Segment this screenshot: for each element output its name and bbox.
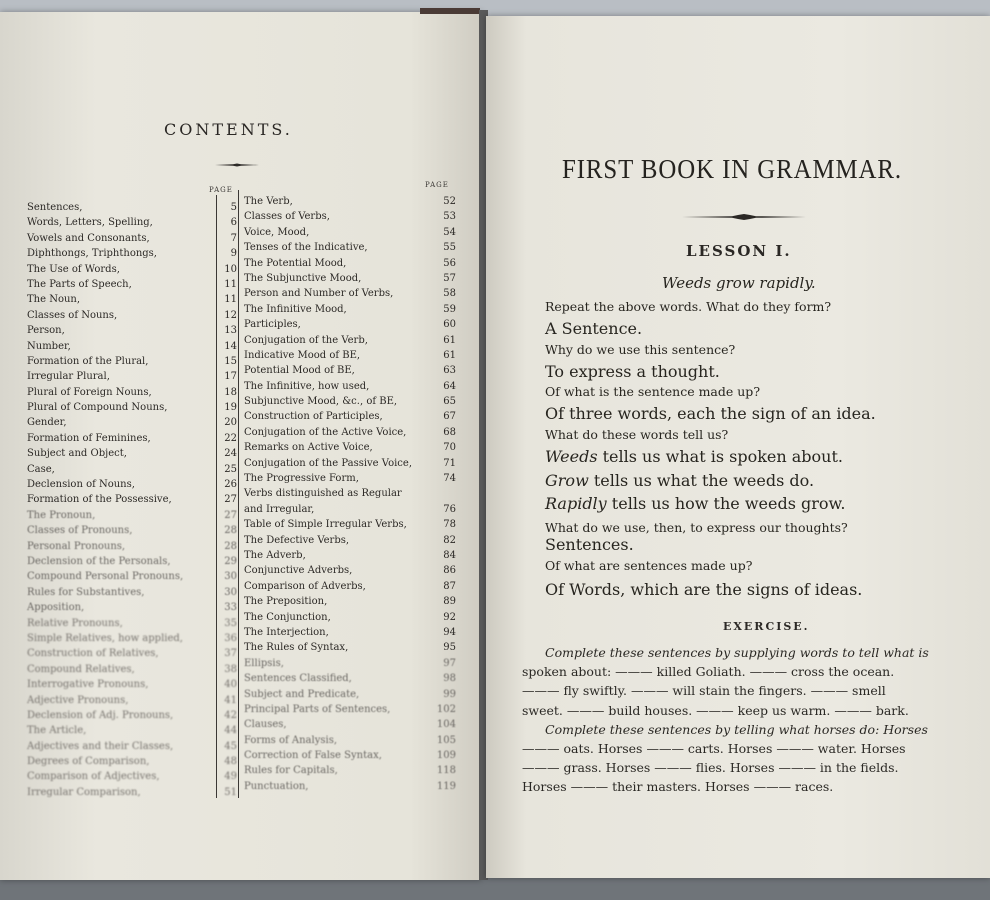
toc-entry-page: 25 — [224, 463, 237, 475]
toc-entry — [27, 508, 237, 523]
toc-entry-label: The Conjunction, — [244, 611, 331, 623]
lesson-answer — [545, 471, 814, 490]
toc-entry — [244, 440, 456, 455]
toc-entry-page: 30 — [224, 586, 237, 598]
toc-entry — [244, 779, 456, 794]
answer-emphasis: Grow — [545, 471, 589, 490]
toc-entry — [27, 215, 237, 230]
toc-entry — [27, 415, 237, 430]
toc-entry-label: The Noun, — [27, 294, 81, 306]
ornament-divider-icon — [682, 212, 806, 222]
toc-entry-label: The Potential Mood, — [244, 257, 347, 269]
toc-entry-label: Participles, — [244, 319, 301, 331]
toc-entry — [244, 748, 456, 763]
toc-entry-label: Plural of Compound Nouns, — [27, 402, 168, 414]
toc-entry-label: Forms of Analysis, — [244, 734, 337, 746]
toc-entry-page: 26 — [224, 479, 237, 491]
example-sentence: Weeds grow rapidly. — [662, 274, 816, 292]
lesson-question — [545, 299, 831, 314]
toc-entry — [27, 200, 237, 215]
toc-entry-label: Remarks on Active Voice, — [244, 442, 373, 454]
toc-entry-label: Vowels and Consonants, — [27, 232, 150, 244]
toc-entry-label: Clauses, — [244, 719, 287, 731]
line-text: Of what is the sentence made up? — [545, 384, 761, 399]
toc-entry — [244, 348, 456, 363]
ornament-divider-icon — [215, 163, 259, 167]
toc-entry-label: Conjugation of the Active Voice, — [244, 426, 407, 438]
toc-entry-label: Sentences, — [27, 202, 83, 213]
toc-entry-page: 57 — [443, 272, 456, 284]
toc-entry — [27, 769, 237, 784]
toc-entry-label: Subject and Object, — [27, 448, 127, 460]
toc-entry-page: 82 — [443, 534, 456, 546]
toc-entry-label: Declension of Nouns, — [27, 479, 135, 491]
toc-entry-label: The Interjection, — [244, 626, 329, 638]
toc-entry-page: 78 — [443, 519, 456, 531]
toc-entry-label: Potential Mood of BE, — [244, 365, 355, 377]
toc-entry — [27, 400, 237, 415]
toc-entry — [244, 671, 456, 686]
page-header-left: PAGE — [209, 186, 233, 194]
toc-entry-page: 49 — [224, 771, 237, 783]
toc-entry — [27, 693, 237, 708]
toc-entry-page: 71 — [443, 457, 456, 469]
toc-entry-label: Relative Pronouns, — [27, 617, 123, 629]
toc-entry-page: 28 — [224, 525, 237, 537]
toc-entry-page: 14 — [224, 340, 237, 352]
toc-entry-label: Classes of Verbs, — [244, 211, 330, 223]
line-text: tells us what the weeds do. — [588, 471, 815, 490]
toc-entry-page: 56 — [443, 257, 456, 269]
toc-entry-label: The Subjunctive Mood, — [244, 272, 362, 284]
toc-entry-label: Voice, Mood, — [244, 226, 310, 238]
toc-entry-label: Person and Number of Verbs, — [244, 288, 394, 300]
toc-entry-page: 19 — [224, 402, 237, 414]
toc-entry-label: Person, — [27, 325, 65, 337]
toc-entry-page: 38 — [224, 663, 237, 675]
toc-entry — [244, 502, 456, 517]
line-text: tells us what is spoken about. — [597, 447, 843, 466]
toc-entry — [244, 240, 456, 255]
line-text: Of three words, each the sign of an idea. — [545, 404, 876, 423]
toc-entry — [244, 409, 456, 424]
toc-entry-label: The Infinitive Mood, — [244, 303, 347, 315]
toc-entry-label: The Pronoun, — [27, 509, 96, 521]
answer-emphasis: Weeds — [545, 447, 598, 466]
toc-entry-page: 9 — [230, 248, 237, 260]
toc-entry — [27, 246, 237, 261]
exercise-line: Complete these sentences by supplying words to tell what is — [545, 645, 929, 660]
toc-entry — [244, 209, 456, 224]
toc-entry — [244, 486, 456, 501]
toc-entry — [27, 585, 237, 600]
toc-entry — [27, 323, 237, 338]
toc-entry-label: The Defective Verbs, — [244, 534, 350, 546]
toc-entry-page: 40 — [224, 679, 237, 691]
toc-entry-label: Formation of the Plural, — [27, 355, 149, 367]
lesson-answer — [545, 362, 720, 381]
toc-entry — [27, 646, 237, 661]
toc-entry-label: The Preposition, — [244, 596, 328, 608]
toc-entry — [244, 363, 456, 378]
toc-entry — [244, 517, 456, 532]
toc-entry-label: Subject and Predicate, — [244, 688, 360, 700]
toc-entry-page: 67 — [443, 411, 456, 423]
toc-entry — [244, 733, 456, 748]
toc-entry-label: The Parts of Speech, — [27, 278, 132, 290]
toc-entry-page: 55 — [443, 242, 456, 254]
toc-entry-page: 70 — [443, 442, 456, 454]
toc-entry-page: 27 — [224, 509, 237, 521]
toc-entry — [27, 385, 237, 400]
toc-entry — [244, 579, 456, 594]
toc-entry-page: 52 — [443, 196, 456, 207]
toc-entry-label: Verbs distinguished as Regular — [244, 488, 402, 500]
toc-entry-page: 86 — [443, 565, 456, 577]
toc-entry — [27, 339, 237, 354]
toc-entry — [244, 548, 456, 563]
lesson-answer — [545, 580, 862, 599]
toc-entry — [27, 723, 237, 738]
toc-entry-page: 20 — [224, 417, 237, 429]
toc-entry-label: The Verb, — [244, 196, 293, 207]
toc-entry-page: 58 — [443, 288, 456, 300]
toc-entry-label: Interrogative Pronouns, — [27, 679, 149, 691]
toc-entry-page: 87 — [443, 580, 456, 592]
toc-entry-page: 61 — [443, 349, 456, 361]
toc-entry-label: The Infinitive, how used, — [244, 380, 370, 392]
toc-entry-page: 92 — [443, 611, 456, 623]
toc-entry-label: Adjectives and their Classes, — [27, 740, 174, 752]
toc-entry — [244, 610, 456, 625]
toc-entry — [27, 292, 237, 307]
toc-entry-label: Conjunctive Adverbs, — [244, 565, 353, 577]
toc-entry-page: 7 — [230, 232, 237, 244]
toc-entry-label: Declension of Adj. Pronouns, — [27, 709, 174, 721]
toc-entry-page: 28 — [224, 540, 237, 552]
toc-entry-page: 105 — [436, 734, 456, 746]
toc-entry — [244, 271, 456, 286]
toc-entry-page: 97 — [443, 657, 456, 669]
toc-entry-page: 65 — [443, 396, 456, 408]
toc-entry-page: 51 — [224, 786, 237, 798]
toc-entry-page: 61 — [443, 334, 456, 346]
toc-entry-label: Classes of Nouns, — [27, 309, 118, 321]
lesson-question — [545, 384, 760, 399]
toc-entry-label: Rules for Capitals, — [244, 765, 338, 777]
toc-entry — [244, 640, 456, 655]
toc-entry — [27, 677, 237, 692]
toc-entry-page: 36 — [224, 632, 237, 644]
toc-entry-page: 37 — [224, 648, 237, 660]
toc-entry-page: 104 — [436, 719, 456, 731]
toc-entry — [27, 308, 237, 323]
toc-entry-label: The Progressive Form, — [244, 473, 359, 485]
toc-entry-label: Adjective Pronouns, — [27, 694, 129, 706]
line-text: Of Words, which are the signs of ideas. — [545, 580, 863, 599]
lesson-question — [545, 558, 752, 573]
toc-entry — [244, 194, 456, 209]
toc-entry-page: 95 — [443, 642, 456, 654]
toc-entry-page: 6 — [230, 217, 237, 229]
line-text: Repeat the above words. What do they form? — [545, 299, 832, 314]
toc-entry — [244, 456, 456, 471]
toc-entry-label: Words, Letters, Spelling, — [27, 217, 153, 229]
lesson-answer — [545, 535, 634, 554]
exercise-line: ——— grass. Horses ——— flies. Horses ——— in the fields. — [522, 760, 899, 775]
toc-entry-label: Punctuation, — [244, 780, 309, 792]
toc-entry-label: Personal Pronouns, — [27, 540, 126, 552]
exercise-line: spoken about: ——— killed Goliath. ——— cross the ocean. — [522, 664, 895, 679]
toc-entry — [244, 317, 456, 332]
toc-entry — [27, 754, 237, 769]
toc-entry — [27, 262, 237, 277]
toc-entry-page: 30 — [224, 571, 237, 583]
toc-entry — [27, 523, 237, 538]
exercise-line: sweet. ——— build houses. ——— keep us warm. ——— bark. — [522, 703, 909, 718]
toc-entry-page: 63 — [443, 365, 456, 377]
toc-entry-label: Case, — [27, 463, 55, 475]
toc-entry-label: The Article, — [27, 725, 87, 737]
toc-entry — [27, 539, 237, 554]
toc-entry-label: Ellipsis, — [244, 657, 284, 669]
toc-entry-label: Number, — [27, 340, 71, 352]
toc-entry-label: Rules for Substantives, — [27, 586, 145, 598]
line-text: A Sentence. — [545, 319, 643, 338]
toc-entry — [27, 477, 237, 492]
exercise-line: ——— fly swiftly. ——— will stain the fingers. ——— smell — [522, 683, 886, 698]
toc-entry — [244, 333, 456, 348]
toc-entry-page: 109 — [436, 750, 456, 762]
lesson-title: LESSON I. — [686, 242, 792, 260]
toc-entry — [27, 739, 237, 754]
toc-right-column — [244, 194, 456, 794]
toc-entry — [27, 431, 237, 446]
toc-entry — [244, 594, 456, 609]
toc-entry-page: 33 — [224, 602, 237, 614]
line-text: tells us how the weeds grow. — [606, 494, 846, 513]
toc-entry-label: Comparison of Adjectives, — [27, 771, 160, 783]
toc-entry-page: 15 — [224, 355, 237, 367]
toc-entry-label: Conjugation of the Verb, — [244, 334, 368, 346]
toc-entry-page: 53 — [443, 211, 456, 223]
toc-entry-label: Comparison of Adverbs, — [244, 580, 366, 592]
toc-entry — [244, 302, 456, 317]
toc-entry-page: 118 — [436, 765, 456, 777]
lesson-answer — [545, 494, 845, 513]
toc-entry — [244, 225, 456, 240]
book-title: FIRST BOOK IN GRAMMAR. — [562, 154, 902, 184]
toc-entry — [244, 379, 456, 394]
toc-entry-label: Conjugation of the Passive Voice, — [244, 457, 412, 469]
toc-entry-label: Construction of Participles, — [244, 411, 383, 423]
toc-entry-label: Declension of the Personals, — [27, 555, 171, 567]
toc-entry — [27, 708, 237, 723]
toc-entry — [27, 354, 237, 369]
toc-entry-page: 12 — [224, 309, 237, 321]
toc-entry-page: 5 — [230, 202, 237, 213]
toc-entry — [27, 600, 237, 615]
toc-entry-page: 10 — [224, 263, 237, 275]
toc-entry — [27, 569, 237, 584]
toc-entry-page: 35 — [224, 617, 237, 629]
toc-entry — [27, 462, 237, 477]
toc-entry-label: Table of Simple Irregular Verbs, — [244, 519, 407, 531]
toc-entry-page: 44 — [224, 725, 237, 737]
toc-entry-label: Classes of Pronouns, — [27, 525, 133, 537]
toc-entry-page: 45 — [224, 740, 237, 752]
toc-entry-page: 98 — [443, 673, 456, 685]
line-text: Why do we use this sentence? — [545, 342, 736, 357]
toc-entry — [244, 625, 456, 640]
column-divider — [238, 190, 239, 798]
contents-title: CONTENTS. — [164, 120, 293, 139]
toc-entry-label: Principal Parts of Sentences, — [244, 703, 391, 715]
page-header-right: PAGE — [425, 181, 449, 189]
toc-entry-label: Diphthongs, Triphthongs, — [27, 248, 157, 260]
toc-entry-label: Subjunctive Mood, &c., of BE, — [244, 396, 398, 408]
toc-entry-page: 102 — [436, 703, 456, 715]
toc-entry — [27, 662, 237, 677]
toc-entry-label: Gender, — [27, 417, 67, 429]
toc-entry — [27, 616, 237, 631]
lesson-question — [545, 342, 735, 357]
toc-entry-page: 11 — [224, 294, 237, 306]
toc-entry — [27, 369, 237, 384]
toc-entry — [244, 533, 456, 548]
toc-entry-page: 68 — [443, 426, 456, 438]
toc-entry-page: 74 — [443, 473, 456, 485]
toc-entry — [244, 394, 456, 409]
toc-entry-page: 22 — [224, 432, 237, 444]
toc-entry — [244, 425, 456, 440]
toc-entry-label: Tenses of the Indicative, — [244, 242, 368, 254]
toc-entry-label: Formation of Feminines, — [27, 432, 151, 444]
toc-entry-label: Degrees of Comparison, — [27, 756, 150, 768]
toc-entry-label: Apposition, — [27, 602, 85, 614]
toc-entry — [27, 277, 237, 292]
toc-entry-label: and Irregular, — [244, 503, 315, 515]
toc-entry — [244, 286, 456, 301]
lesson-question — [545, 427, 728, 442]
toc-entry-label: Sentences Classified, — [244, 673, 352, 685]
toc-entry — [27, 492, 237, 507]
exercise-line: ——— oats. Horses ——— carts. Horses ——— water. Horses — [522, 741, 906, 756]
toc-entry-page: 41 — [224, 694, 237, 706]
toc-entry-label: Compound Personal Pronouns, — [27, 571, 184, 583]
toc-entry-label: Plural of Foreign Nouns, — [27, 386, 152, 398]
lesson-question — [545, 520, 848, 535]
toc-entry-page: 42 — [224, 709, 237, 721]
line-text: What do these words tell us? — [545, 427, 729, 442]
toc-entry — [244, 656, 456, 671]
toc-entry-page: 59 — [443, 303, 456, 315]
toc-entry-page: 76 — [443, 503, 456, 515]
lesson-answer — [545, 319, 642, 338]
toc-entry-label: Irregular Plural, — [27, 371, 110, 383]
toc-entry — [244, 563, 456, 578]
toc-entry-page: 64 — [443, 380, 456, 392]
toc-entry-label: Compound Relatives, — [27, 663, 135, 675]
line-text: What do we use, then, to express our thoughts? — [545, 520, 848, 535]
line-text: To express a thought. — [545, 362, 720, 381]
line-text: Of what are sentences made up? — [545, 558, 753, 573]
toc-entry — [244, 763, 456, 778]
toc-entry-label: Formation of the Possessive, — [27, 494, 172, 506]
toc-entry-page: 54 — [443, 226, 456, 238]
toc-entry-page: 60 — [443, 319, 456, 331]
toc-entry-page: 18 — [224, 386, 237, 398]
toc-entry — [27, 231, 237, 246]
toc-entry-page: 119 — [436, 780, 456, 792]
lesson-answer — [545, 404, 876, 423]
toc-entry-label: Simple Relatives, how applied, — [27, 632, 183, 644]
spine-edge — [420, 8, 480, 14]
toc-entry-page: 99 — [443, 688, 456, 700]
lesson-answer — [545, 447, 843, 466]
toc-entry — [244, 702, 456, 717]
exercise-line: Complete these sentences by telling what horses do: Horses — [545, 722, 928, 737]
toc-entry-page: 84 — [443, 549, 456, 561]
toc-entry-page: 94 — [443, 626, 456, 638]
toc-entry-label: The Adverb, — [244, 549, 306, 561]
toc-entry-label: The Use of Words, — [27, 263, 120, 275]
toc-entry — [27, 446, 237, 461]
toc-entry-page: 29 — [224, 555, 237, 567]
toc-entry — [27, 785, 237, 800]
toc-entry-label: Construction of Relatives, — [27, 648, 159, 660]
toc-entry-page: 17 — [224, 371, 237, 383]
toc-entry — [244, 471, 456, 486]
toc-entry-label: Irregular Comparison, — [27, 786, 141, 798]
toc-entry — [27, 554, 237, 569]
toc-left-column — [27, 200, 237, 800]
toc-entry-page: 89 — [443, 596, 456, 608]
toc-entry — [27, 631, 237, 646]
line-text: Sentences. — [545, 535, 634, 554]
toc-entry-label: Indicative Mood of BE, — [244, 349, 361, 361]
exercise-title: EXERCISE. — [723, 620, 810, 633]
toc-entry-label: The Rules of Syntax, — [244, 642, 349, 654]
toc-entry-page: 24 — [224, 448, 237, 460]
toc-entry-page: 13 — [224, 325, 237, 337]
exercise-line: Horses ——— their masters. Horses ——— races. — [522, 779, 834, 794]
toc-entry-page: 11 — [224, 278, 237, 290]
toc-entry-page: 48 — [224, 756, 237, 768]
toc-entry — [244, 256, 456, 271]
toc-entry — [244, 717, 456, 732]
toc-entry — [244, 687, 456, 702]
toc-entry-page: 27 — [224, 494, 237, 506]
toc-entry-label: Correction of False Syntax, — [244, 750, 382, 762]
answer-emphasis: Rapidly — [545, 494, 607, 513]
